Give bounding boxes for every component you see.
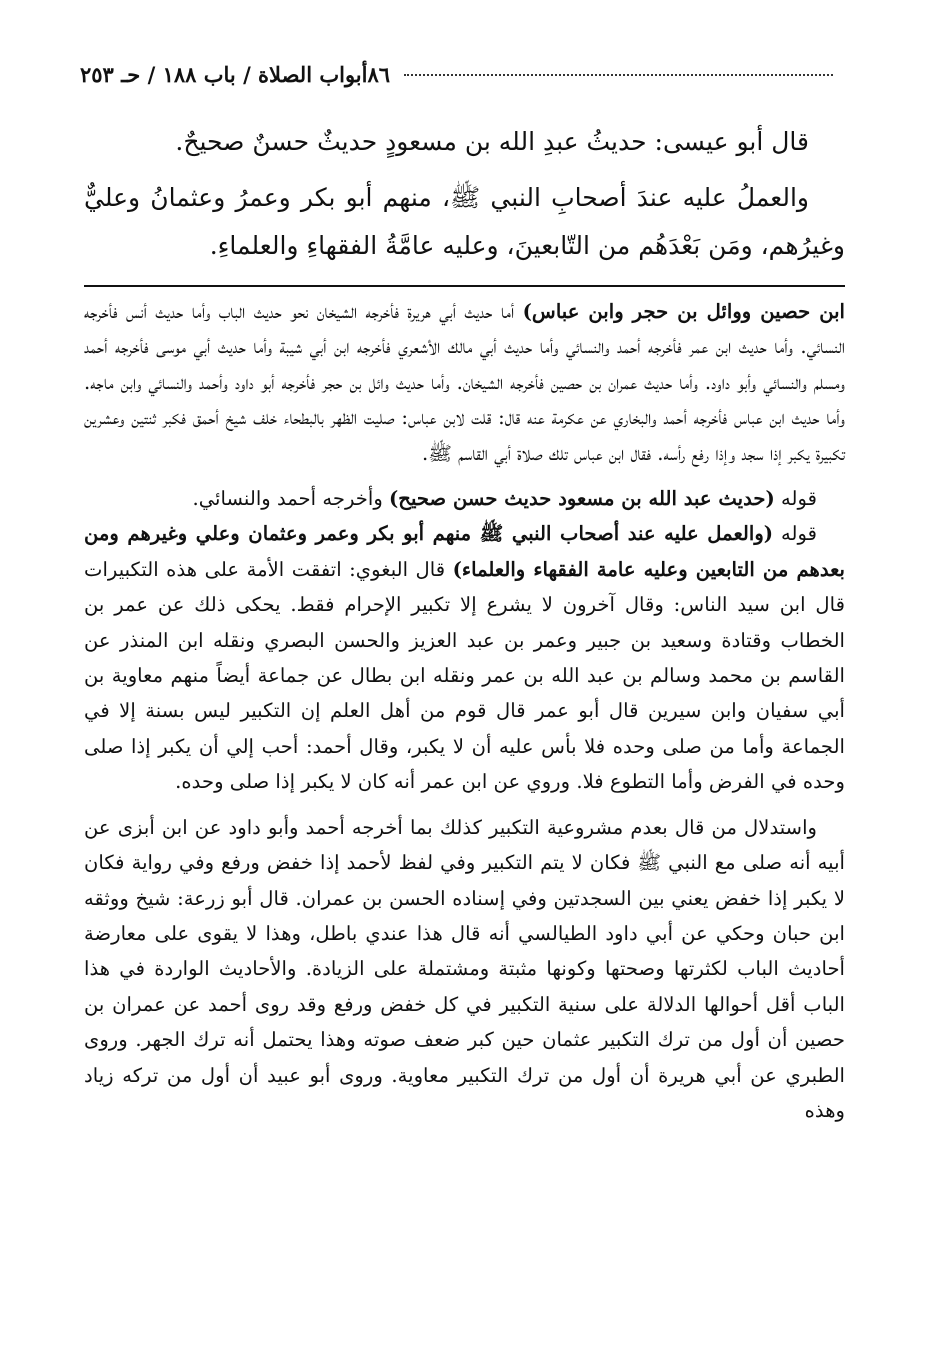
commentary-paragraph-3 xyxy=(84,516,845,799)
commentary-paragraph-4: واستدلال من قال بعدم مشروعية التكبير كذلك بما أخرجه أحمد وأبو داود عن ابن أبزى عن أبيه أنه صلى مع النبي ﷺ فكان لا يتم التكبير وفي لفظ لأحمد إذا خفض ورفع وفي رواية فكان لا يكبر إذا خفض يعني بين السجدتين وفي إسناده الحسن بن عمران. قال أبو زرعة: شيخ ووثقه ابن حبان وحكي عن أبي داود الطيالسي أنه قال هذا عندي باطل، وهذا لا يقوى على معارضة أحاديث الباب لكثرتها وصحتها وكونها مثبتة ومشتملة على الزيادة. والأحاديث الواردة في هذا الباب أقل أحوالها الدلالة على سنية التكبير في كل خفض ورفع وقد روى أحمد عن عمران بن حصين أن أول من ترك التكبير عثمان حين كبر ضعف صوته وهذا يحتمل أنه ترك الجهر. وروى الطبري عن أبي هريرة أن أول من ترك التكبير معاوية. وروى أبو عبيد أن أول من تركه زياد وهذه xyxy=(84,815,845,1122)
commentary-3-lead: قوله xyxy=(773,522,817,546)
main-paragraph-1: قال أبو عيسى: حديثُ عبدِ الله بن مسعودٍ حديثٌ حسنٌ صحيحٌ. xyxy=(175,127,809,156)
main-paragraph-2: والعملُ عليه عندَ أصحابِ النبي ﷺ، منهم أبو بكر وعمرُ وعثمانُ وعليٌّ وغيرُهم، ومَن بَعْدَهُم من التّابعينَ، وعليه عامَّةُ الفقهاءِ والعلماءِ. xyxy=(84,183,845,260)
commentary-paragraph-1 xyxy=(84,294,845,471)
commentary-2-bold: (حديث عبد الله بن مسعود حديث حسن صحيح) xyxy=(389,487,775,511)
header-dot-leader xyxy=(404,74,833,76)
running-header xyxy=(80,62,847,94)
commentary-2-text: وأخرجه أحمد والنسائي. xyxy=(192,487,390,511)
commentary-3-bold: (والعمل عليه عند أصحاب النبي ﷺ منهم أبو بكر وعمر وعثمان وعلي وغيرهم ومن بعدهم من التابعين وعليه عامة الفقهاء والعلماء) xyxy=(84,522,846,581)
commentary-paragraph-2 xyxy=(84,481,845,516)
separator-rule xyxy=(84,285,845,287)
commentary xyxy=(84,294,845,1128)
commentary-2-lead: قوله xyxy=(774,487,817,511)
commentary-1-text: أما حديث أبي هريرة فأخرجه الشيخان نحو حديث الباب وأما حديث أنس فأخرجه النسائي. وأما حديث ابن عمر فأخرجه أحمد والنسائي وأما حديث أبي مالك الأشعري فأخرجه ابن أبي شيبة وأما حديث أبي موسى فأخرجه أحمد ومسلم والنسائي وأبو داود. وأما حديث عمران بن حصين فأخرجه الشيخان. وأما حديث وائل بن حجر فأخرجه أبو داود وأحمد والنسائي وابن ماجه. وأما حديث ابن عباس فأخرجه أحمد والبخاري عن عكرمة عنه قال: قلت لابن عباس: صليت الظهر بالبطحاء خلف شيخ أحمق فكبر ثنتين وعشرين تكبيرة يكبر إذا سجد وإذا رفع رأسه. فقال ابن عباس تلك صلاة أبي القاسم ﷺ. xyxy=(84,300,845,465)
main-text xyxy=(84,118,845,270)
commentary-1-bold: ابن حصين ووائل بن حجر وابن عباس) xyxy=(522,300,846,323)
page-number: ٨٦ xyxy=(367,62,391,87)
commentary-3-text: قال البغوي: اتفقت الأمة على هذه التكبيرات قال ابن سيد الناس: وقال آخرون لا يشرع إلا تكبير الإحرام فقط. يحكى ذلك عن عمر بن الخطاب وقتادة وسعيد بن جبير وعمر بن عبد العزيز والحسن البصري ونقله ابن المنذر عن القاسم بن محمد وسالم بن عبد الله بن عمر ونقله ابن بطال عن جماعة أيضاً منهم معاوية بن أبي سفيان وابن سيرين قال أبو عمر قال قوم من أهل العلم إن التكبير ليس بسنة إلا في الجماعة وأما من صلى وحده فلا بأس عليه أن لا يكبر، وقال أحمد: أحب إلي أن يكبر إذا صلى وحده في الفرض وأما التطوع فلا. وروي عن ابن عمر أنه كان لا يكبر إذا صلى وحده. xyxy=(84,557,845,794)
running-title: أبواب الصلاة / باب ١٨٨ / حـ ٢٥٣ xyxy=(80,62,368,87)
